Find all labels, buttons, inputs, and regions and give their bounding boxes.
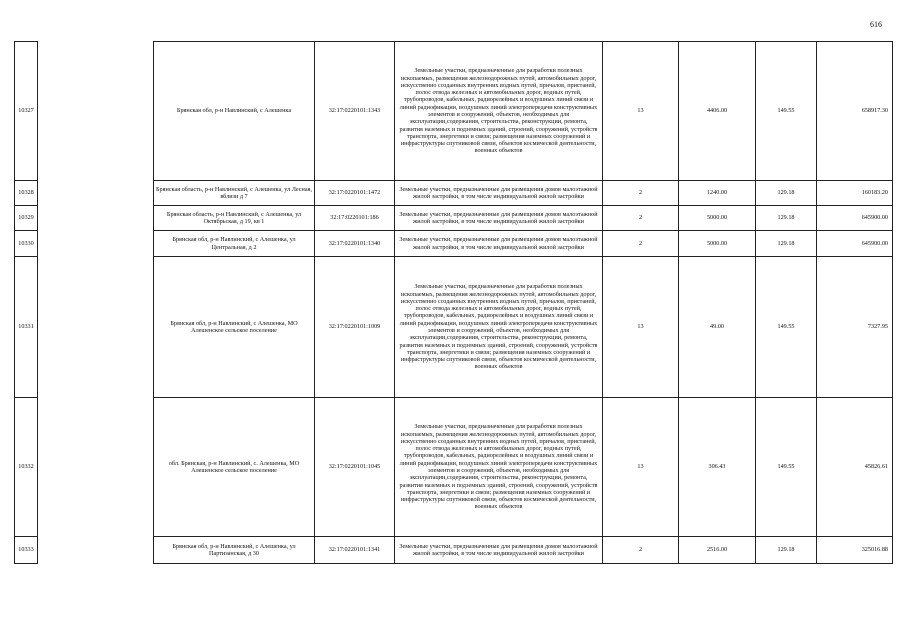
row-number: 10333	[15, 537, 38, 564]
row-number: 10332	[15, 398, 38, 537]
code-cell: 13	[603, 257, 679, 398]
cadastral-number-cell: 32:17:0220101:1472	[315, 181, 395, 206]
table-row	[154, 206, 893, 231]
description-cell: Земельные участки, предназначенные для размещения домов малоэтажной жилой застройки, в том числе индивидуальной жилой застройки	[395, 206, 603, 231]
area-cell: 2516.00	[679, 537, 756, 564]
row-number: 10331	[15, 257, 38, 398]
cadastral-number-cell: 32:17:0220101:1341	[315, 537, 395, 564]
row-number: 10330	[15, 231, 38, 257]
rate-cell: 129.18	[756, 537, 817, 564]
description-cell: Земельные участки, предназначенные для размещения домов малоэтажной жилой застройки, в том числе индивидуальной жилой застройки	[395, 231, 603, 257]
table-row	[15, 257, 38, 398]
table-row	[15, 181, 38, 206]
address-cell: Брянская область, р-н Навлинский, с Алешенка, ул Октябрьская, д 19, кв 1	[154, 206, 315, 231]
table-row	[154, 537, 893, 564]
cadastral-number-cell: 32:17:0220101:186	[315, 206, 395, 231]
address-cell: Брянская обл, р-н Навлинский, с Алешенка, ул Партизанская, д 30	[154, 537, 315, 564]
rate-cell: 129.18	[756, 206, 817, 231]
address-cell: Брянская обл, р-н Навлинский, с Алешенка, ул Центральная, д 2	[154, 231, 315, 257]
value-cell: 325016.88	[817, 537, 893, 564]
cadastral-number-cell: 32:17:0220101:1045	[315, 398, 395, 537]
description-cell: Земельные участки, предназначенные для размещения домов малоэтажной жилой застройки, в том числе индивидуальной жилой застройки	[395, 181, 603, 206]
area-cell: 1240.00	[679, 181, 756, 206]
code-cell: 13	[603, 398, 679, 537]
description-cell: Земельные участки, предназначенные для размещения домов малоэтажной жилой застройки, в том числе индивидуальной жилой застройки	[395, 537, 603, 564]
code-cell: 13	[603, 42, 679, 181]
area-cell: 5000.00	[679, 231, 756, 257]
cadastral-number-cell: 32:17:0220101:1343	[315, 42, 395, 181]
code-cell: 2	[603, 231, 679, 257]
row-number: 10329	[15, 206, 38, 231]
table-row	[154, 257, 893, 398]
table-row	[15, 231, 38, 257]
table-row	[15, 537, 38, 564]
code-cell: 2	[603, 181, 679, 206]
table-row	[15, 206, 38, 231]
rate-cell: 149.55	[756, 257, 817, 398]
table-row	[154, 231, 893, 257]
page-number: 616	[870, 20, 882, 29]
rate-cell: 129.18	[756, 231, 817, 257]
table-row	[154, 181, 893, 206]
table-row	[154, 398, 893, 537]
value-cell: 160183.20	[817, 181, 893, 206]
area-cell: 5000.00	[679, 206, 756, 231]
row-number-column	[14, 41, 38, 564]
rate-cell: 129.18	[756, 181, 817, 206]
description-cell: Земельные участки, предназначенные для разработки полезных ископаемых, размещения железнодорожных путей, автомобильных дорог, искусственно созданных внутренних водных путей, причалов, пристаней, полос отвода железных и автомобильных дорог, водных путей, трубопроводов, кабельных, радиорелейных и воздушных линий связи и линий радиофикации, воздушных линий электропередачи конструктивных элементов и сооружений, объектов, необходимых для эксплуатации,содержания, строительства, реконструкции, ремонта, развития наземных и подземных зданий, строений, сооружений, устройств транспорта, энергетики и связи; размещения наземных сооружений и инфраструктуры спутниковой связи, объектов космической деятельности, военных объектов	[395, 398, 603, 537]
address-cell: обл. Брянская, р-н Навлинский, с. Алешенка, МО Алешенское сельское поселение	[154, 398, 315, 537]
description-cell: Земельные участки, предназначенные для разработки полезных ископаемых, размещения железнодорожных путей, автомобильных дорог, искусственно созданных внутренних водных путей, причалов, пристаней, полос отвода железных и автомобильных дорог, водных путей, трубопроводов, кабельных, радиорелейных и воздушных линий связи и линий радиофикации, воздушных линий электропередачи конструктивных элементов и сооружений, объектов, необходимых для эксплуатации,содержания, строительства, реконструкции, ремонта, развития наземных и подземных зданий, строений, сооружений, устройств транспорта, энергетики и связи; размещения наземных сооружений и инфраструктуры спутниковой связи, объектов космической деятельности, военных объектов	[395, 257, 603, 398]
cadastral-number-cell: 32:17:0220101:1009	[315, 257, 395, 398]
row-number: 10327	[15, 42, 38, 181]
table-row	[15, 42, 38, 181]
value-cell: 645900.00	[817, 206, 893, 231]
code-cell: 2	[603, 206, 679, 231]
rate-cell: 149.55	[756, 42, 817, 181]
address-cell: Брянская обл, р-н Навлинский, с Алешенка	[154, 42, 315, 181]
description-cell: Земельные участки, предназначенные для разработки полезных ископаемых, размещения железнодорожных путей, автомобильных дорог, искусственно созданных внутренних водных путей, причалов, пристаней, полос отвода железных и автомобильных дорог, водных путей, трубопроводов, кабельных, радиорелейных и воздушных линий связи и линий радиофикации, воздушных линий электропередачи конструктивных элементов и сооружений, объектов, необходимых для эксплуатации,содержания, строительства, реконструкции, ремонта, развития наземных и подземных зданий, строений, сооружений, устройств транспорта, энергетики и связи; размещения наземных сооружений и инфраструктуры спутниковой связи, объектов космической деятельности, военных объектов	[395, 42, 603, 181]
address-cell: Брянская область, р-н Навлинский, с Алешенка, ул Лесная, вблизи д 7	[154, 181, 315, 206]
land-plots-table	[153, 41, 893, 564]
table-row	[15, 398, 38, 537]
address-cell: Брянская обл, р-н Навлинский, с Алешенка, МО Алешенское сельское поселение	[154, 257, 315, 398]
value-cell: 658917.30	[817, 42, 893, 181]
rate-cell: 149.55	[756, 398, 817, 537]
cadastral-number-cell: 32:17:0220101:1340	[315, 231, 395, 257]
row-number: 10328	[15, 181, 38, 206]
code-cell: 2	[603, 537, 679, 564]
area-cell: 4406.00	[679, 42, 756, 181]
value-cell: 45826.61	[817, 398, 893, 537]
value-cell: 645900.00	[817, 231, 893, 257]
area-cell: 49.00	[679, 257, 756, 398]
value-cell: 7327.95	[817, 257, 893, 398]
table-row	[154, 42, 893, 181]
area-cell: 306.43	[679, 398, 756, 537]
